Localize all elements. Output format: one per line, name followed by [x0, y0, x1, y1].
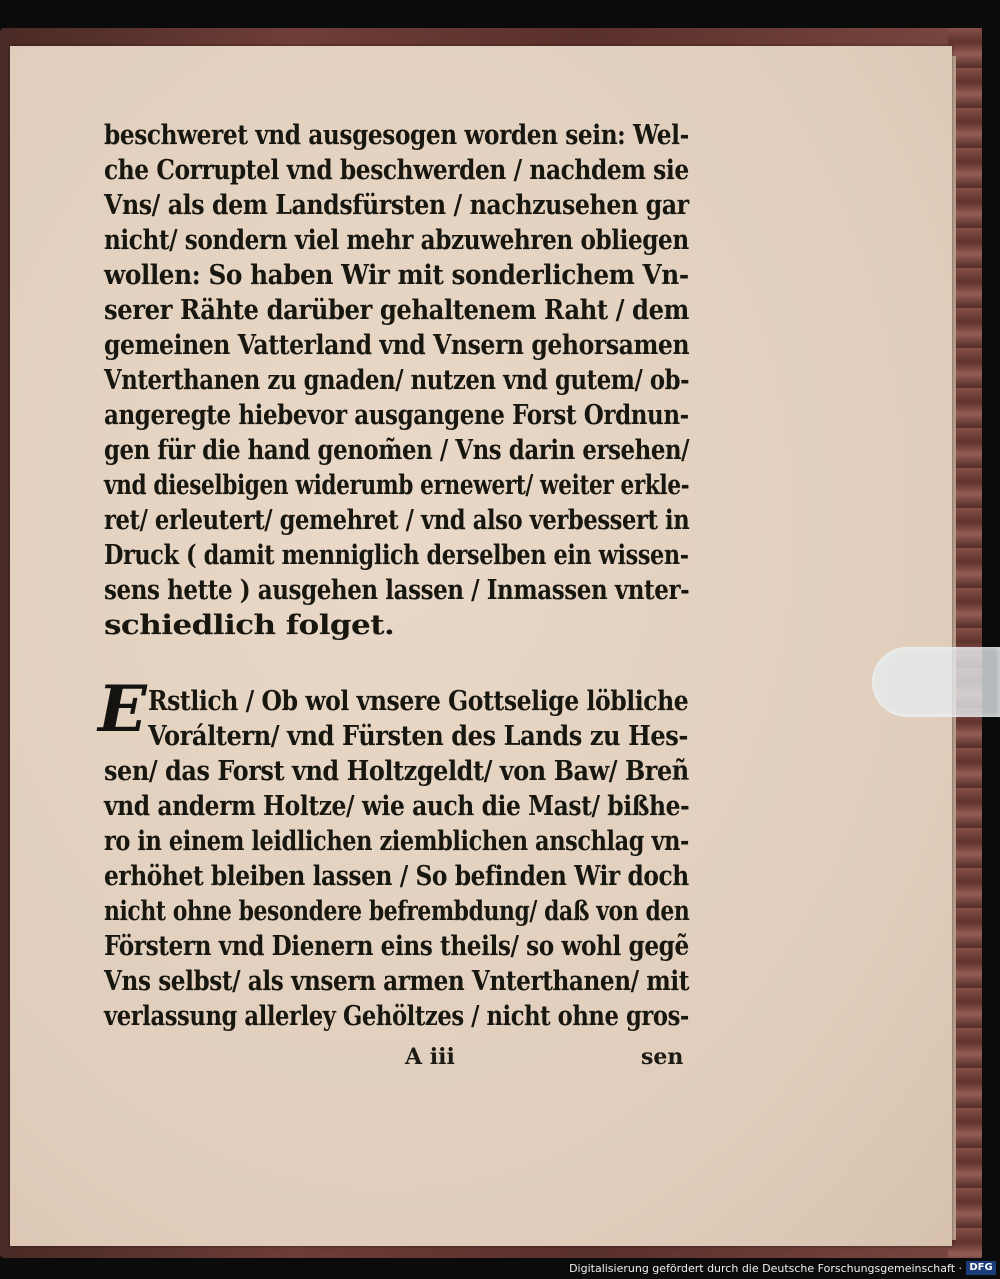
- footer-bar: [0, 1258, 1000, 1279]
- signature-mark: A iii: [405, 1044, 455, 1070]
- text-line: Vns/ als dem Landsfürsten / nachzusehen gar: [104, 190, 689, 221]
- text-line: nicht/ sondern viel mehr abzuwehren obliegen: [104, 225, 689, 256]
- text-line: vnd anderm Holtze/ wie auch die Mast/ bißhe-: [104, 791, 690, 822]
- text-line: ret/ erleutert/ gemehret / vnd also verbessert in: [104, 505, 690, 536]
- text-line: verlassung allerley Gehöltzes / nicht ohne gros-: [104, 1001, 689, 1032]
- text-line: Druck ( damit menniglich derselben ein wissen-: [104, 540, 689, 571]
- text-line: nicht ohne besondere befrembdung/ daß von den: [104, 896, 690, 927]
- text-line: Förstern vnd Dienern eins theils/ so wohl gegẽ: [104, 931, 689, 962]
- text-line: Rstlich / Ob wol vnsere Gottselige löbliche: [148, 686, 689, 717]
- text-line: beschweret vnd ausgesogen worden sein: Wel-: [104, 120, 689, 151]
- text-line: ro in einem leidlichen ziemblichen anschlag vn-: [104, 826, 689, 857]
- text-line: Voráltern/ vnd Fürsten des Lands zu Hes-: [148, 721, 688, 752]
- dfg-logo-icon: DFG: [966, 1261, 996, 1275]
- text-line: che Corruptel vnd beschwerden / nachdem sie: [104, 155, 689, 186]
- drop-cap: E: [98, 672, 147, 747]
- text-line: gen für die hand genom̃en / Vns darin ersehen/: [104, 435, 690, 466]
- footer-credit: Digitalisierung gefördert durch die Deutsche Forschungsgemeinschaft ·: [569, 1262, 962, 1275]
- text-line: schiedlich folget.: [104, 610, 395, 641]
- text-line: sen/ das Forst vnd Holtzgeldt/ von Baw/ Breñ: [104, 756, 689, 787]
- text-line: Vns selbst/ als vnsern armen Vnterthanen/ mit: [104, 966, 689, 997]
- text-line: Vnterthanen zu gnaden/ nutzen vnd gutem/ ob-: [104, 365, 690, 396]
- text-line: vnd dieselbigen widerumb ernewert/ weiter erkle-: [104, 470, 690, 501]
- text-line: erhöhet bleiben lassen / So befinden Wir doch: [104, 861, 689, 892]
- text-line: angeregte hiebevor ausgangene Forst Ordnun-: [104, 400, 689, 431]
- text-line: gemeinen Vatterland vnd Vnsern gehorsamen: [104, 330, 690, 361]
- page-clip: [872, 647, 1000, 717]
- text-line: sens hette ) ausgehen lassen / Inmassen vnter-: [104, 575, 690, 606]
- catchword: sen: [641, 1044, 684, 1070]
- text-line: wollen: So haben Wir mit sonderlichem Vn-: [104, 260, 689, 291]
- text-line: serer Rähte darüber gehaltenem Raht / dem: [104, 295, 689, 326]
